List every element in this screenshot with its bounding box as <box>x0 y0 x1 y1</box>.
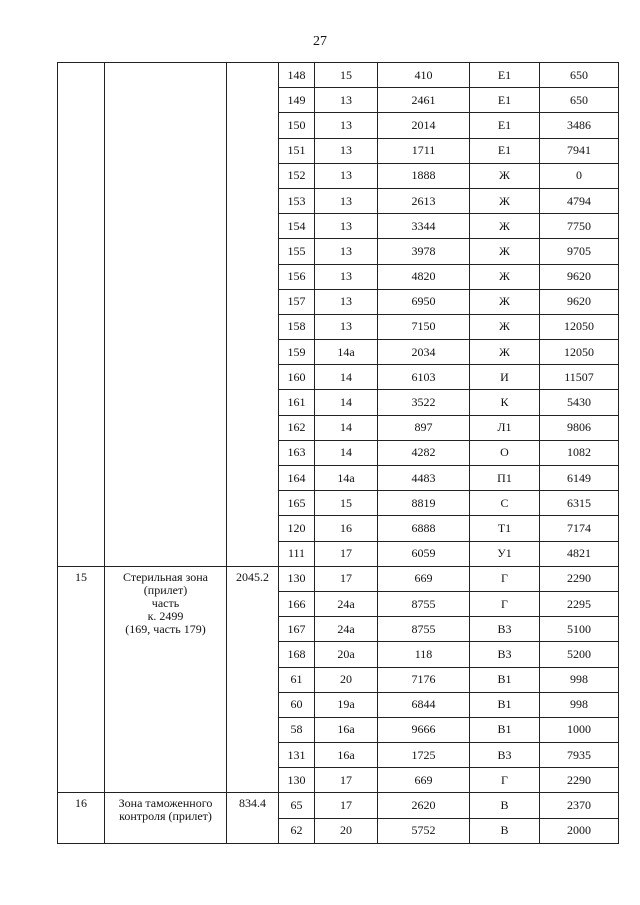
code-cell: 13 <box>315 113 378 138</box>
value-cell: 4820 <box>378 264 470 289</box>
value-cell: 1888 <box>378 163 470 188</box>
row-number-cell: 168 <box>279 642 315 667</box>
distance-cell: 11507 <box>540 365 619 390</box>
zone-letter-cell: В3 <box>470 743 540 768</box>
zone-letter-cell: Г <box>470 591 540 616</box>
distance-cell: 5100 <box>540 617 619 642</box>
row-number-cell: 149 <box>279 88 315 113</box>
row-number-cell: 154 <box>279 214 315 239</box>
row-number-cell: 163 <box>279 440 315 465</box>
row-number-cell: 131 <box>279 743 315 768</box>
row-number-cell: 165 <box>279 491 315 516</box>
table-row <box>58 63 619 88</box>
row-number-cell: 152 <box>279 163 315 188</box>
value-cell: 7150 <box>378 314 470 339</box>
distance-cell: 7750 <box>540 214 619 239</box>
row-number-cell: 58 <box>279 717 315 742</box>
value-cell: 4483 <box>378 466 470 491</box>
value-cell: 2620 <box>378 793 470 818</box>
code-cell: 14 <box>315 440 378 465</box>
zone-letter-cell: В1 <box>470 692 540 717</box>
code-cell: 14а <box>315 340 378 365</box>
distance-cell: 12050 <box>540 340 619 365</box>
distance-cell: 2290 <box>540 566 619 591</box>
zone-letter-cell: О <box>470 440 540 465</box>
distance-cell: 650 <box>540 63 619 88</box>
zone-letter-cell: Т1 <box>470 516 540 541</box>
code-cell: 13 <box>315 264 378 289</box>
group-number-cell: 16 <box>58 793 105 843</box>
value-cell: 8819 <box>378 491 470 516</box>
zone-letter-cell: В <box>470 818 540 843</box>
value-cell: 8755 <box>378 591 470 616</box>
zone-name-cell: Стерильная зона (прилет) часть к. 2499 (169, часть 179) <box>105 566 227 793</box>
distance-cell: 7941 <box>540 138 619 163</box>
distance-cell: 4794 <box>540 188 619 213</box>
area-cell: 834.4 <box>227 793 279 843</box>
zone-letter-cell: П1 <box>470 466 540 491</box>
distance-cell: 2295 <box>540 591 619 616</box>
code-cell: 17 <box>315 793 378 818</box>
distance-cell: 5200 <box>540 642 619 667</box>
code-cell: 15 <box>315 491 378 516</box>
code-cell: 13 <box>315 138 378 163</box>
row-number-cell: 130 <box>279 768 315 793</box>
distance-cell: 7935 <box>540 743 619 768</box>
row-number-cell: 153 <box>279 188 315 213</box>
code-cell: 13 <box>315 289 378 314</box>
value-cell: 2034 <box>378 340 470 365</box>
distance-cell: 2370 <box>540 793 619 818</box>
distance-cell: 1082 <box>540 440 619 465</box>
row-number-cell: 148 <box>279 63 315 88</box>
value-cell: 6103 <box>378 365 470 390</box>
distance-cell: 650 <box>540 88 619 113</box>
code-cell: 17 <box>315 541 378 566</box>
distance-cell: 6315 <box>540 491 619 516</box>
code-cell: 20 <box>315 667 378 692</box>
value-cell: 1711 <box>378 138 470 163</box>
value-cell: 6950 <box>378 289 470 314</box>
code-cell: 13 <box>315 239 378 264</box>
zone-letter-cell: С <box>470 491 540 516</box>
distance-cell: 12050 <box>540 314 619 339</box>
value-cell: 6059 <box>378 541 470 566</box>
zone-letter-cell: Ж <box>470 163 540 188</box>
value-cell: 1725 <box>378 743 470 768</box>
value-cell: 897 <box>378 415 470 440</box>
code-cell: 13 <box>315 314 378 339</box>
value-cell: 118 <box>378 642 470 667</box>
row-number-cell: 155 <box>279 239 315 264</box>
distance-cell: 2000 <box>540 818 619 843</box>
code-cell: 14а <box>315 466 378 491</box>
value-cell: 7176 <box>378 667 470 692</box>
zone-name-cell: Зона таможенного контроля (прилет) <box>105 793 227 843</box>
distance-cell: 0 <box>540 163 619 188</box>
row-number-cell: 61 <box>279 667 315 692</box>
distance-cell: 9620 <box>540 264 619 289</box>
row-number-cell: 167 <box>279 617 315 642</box>
code-cell: 13 <box>315 88 378 113</box>
code-cell: 16а <box>315 717 378 742</box>
zone-letter-cell: У1 <box>470 541 540 566</box>
distance-cell: 7174 <box>540 516 619 541</box>
zone-letter-cell: Ж <box>470 314 540 339</box>
table-row <box>58 793 619 818</box>
table-row <box>58 566 619 591</box>
zone-letter-cell: Г <box>470 566 540 591</box>
distance-cell: 4821 <box>540 541 619 566</box>
zone-letter-cell: В1 <box>470 667 540 692</box>
code-cell: 15 <box>315 63 378 88</box>
distance-cell: 6149 <box>540 466 619 491</box>
value-cell: 4282 <box>378 440 470 465</box>
distance-cell: 1000 <box>540 717 619 742</box>
area-cell: 2045.2 <box>227 566 279 793</box>
code-cell: 14 <box>315 415 378 440</box>
zone-letter-cell: Е1 <box>470 113 540 138</box>
row-number-cell: 158 <box>279 314 315 339</box>
zone-letter-cell: Е1 <box>470 138 540 163</box>
distance-cell: 3486 <box>540 113 619 138</box>
distance-cell: 9620 <box>540 289 619 314</box>
zone-letter-cell: Е1 <box>470 88 540 113</box>
distance-cell: 998 <box>540 692 619 717</box>
zone-letter-cell: В <box>470 793 540 818</box>
zone-letter-cell: Е1 <box>470 63 540 88</box>
value-cell: 669 <box>378 768 470 793</box>
value-cell: 2461 <box>378 88 470 113</box>
row-number-cell: 162 <box>279 415 315 440</box>
value-cell: 6844 <box>378 692 470 717</box>
row-number-cell: 65 <box>279 793 315 818</box>
group-number-cell: 15 <box>58 566 105 793</box>
page-number: 27 <box>313 34 327 49</box>
row-number-cell: 120 <box>279 516 315 541</box>
value-cell: 3978 <box>378 239 470 264</box>
code-cell: 16 <box>315 516 378 541</box>
code-cell: 14 <box>315 390 378 415</box>
row-number-cell: 166 <box>279 591 315 616</box>
value-cell: 669 <box>378 566 470 591</box>
code-cell: 13 <box>315 188 378 213</box>
distance-cell: 9806 <box>540 415 619 440</box>
value-cell: 9666 <box>378 717 470 742</box>
value-cell: 2014 <box>378 113 470 138</box>
code-cell: 13 <box>315 214 378 239</box>
row-number-cell: 150 <box>279 113 315 138</box>
distance-cell: 998 <box>540 667 619 692</box>
value-cell: 2613 <box>378 188 470 213</box>
code-cell: 17 <box>315 566 378 591</box>
value-cell: 410 <box>378 63 470 88</box>
zone-letter-cell: Г <box>470 768 540 793</box>
zone-letter-cell: В3 <box>470 617 540 642</box>
value-cell: 8755 <box>378 617 470 642</box>
distance-cell: 9705 <box>540 239 619 264</box>
zone-letter-cell: Ж <box>470 264 540 289</box>
code-cell: 24а <box>315 617 378 642</box>
area-cell <box>227 63 279 567</box>
row-number-cell: 159 <box>279 340 315 365</box>
value-cell: 6888 <box>378 516 470 541</box>
row-number-cell: 111 <box>279 541 315 566</box>
code-cell: 20 <box>315 818 378 843</box>
zone-letter-cell: В1 <box>470 717 540 742</box>
row-number-cell: 151 <box>279 138 315 163</box>
row-number-cell: 60 <box>279 692 315 717</box>
table-body <box>58 63 619 844</box>
row-number-cell: 156 <box>279 264 315 289</box>
code-cell: 20а <box>315 642 378 667</box>
value-cell: 3344 <box>378 214 470 239</box>
value-cell: 3522 <box>378 390 470 415</box>
code-cell: 13 <box>315 163 378 188</box>
zone-letter-cell: И <box>470 365 540 390</box>
value-cell: 5752 <box>378 818 470 843</box>
group-number-cell <box>58 63 105 567</box>
distance-cell: 2290 <box>540 768 619 793</box>
zone-letter-cell: В3 <box>470 642 540 667</box>
zone-name-cell <box>105 63 227 567</box>
distance-cell: 5430 <box>540 390 619 415</box>
zone-letter-cell: К <box>470 390 540 415</box>
code-cell: 17 <box>315 768 378 793</box>
zone-letter-cell: Ж <box>470 188 540 213</box>
row-number-cell: 62 <box>279 818 315 843</box>
code-cell: 14 <box>315 365 378 390</box>
code-cell: 24а <box>315 591 378 616</box>
code-cell: 19а <box>315 692 378 717</box>
zone-letter-cell: Л1 <box>470 415 540 440</box>
zone-letter-cell: Ж <box>470 239 540 264</box>
data-table <box>57 62 619 844</box>
code-cell: 16а <box>315 743 378 768</box>
row-number-cell: 161 <box>279 390 315 415</box>
row-number-cell: 160 <box>279 365 315 390</box>
row-number-cell: 157 <box>279 289 315 314</box>
row-number-cell: 130 <box>279 566 315 591</box>
zone-letter-cell: Ж <box>470 289 540 314</box>
zone-letter-cell: Ж <box>470 340 540 365</box>
row-number-cell: 164 <box>279 466 315 491</box>
zone-letter-cell: Ж <box>470 214 540 239</box>
